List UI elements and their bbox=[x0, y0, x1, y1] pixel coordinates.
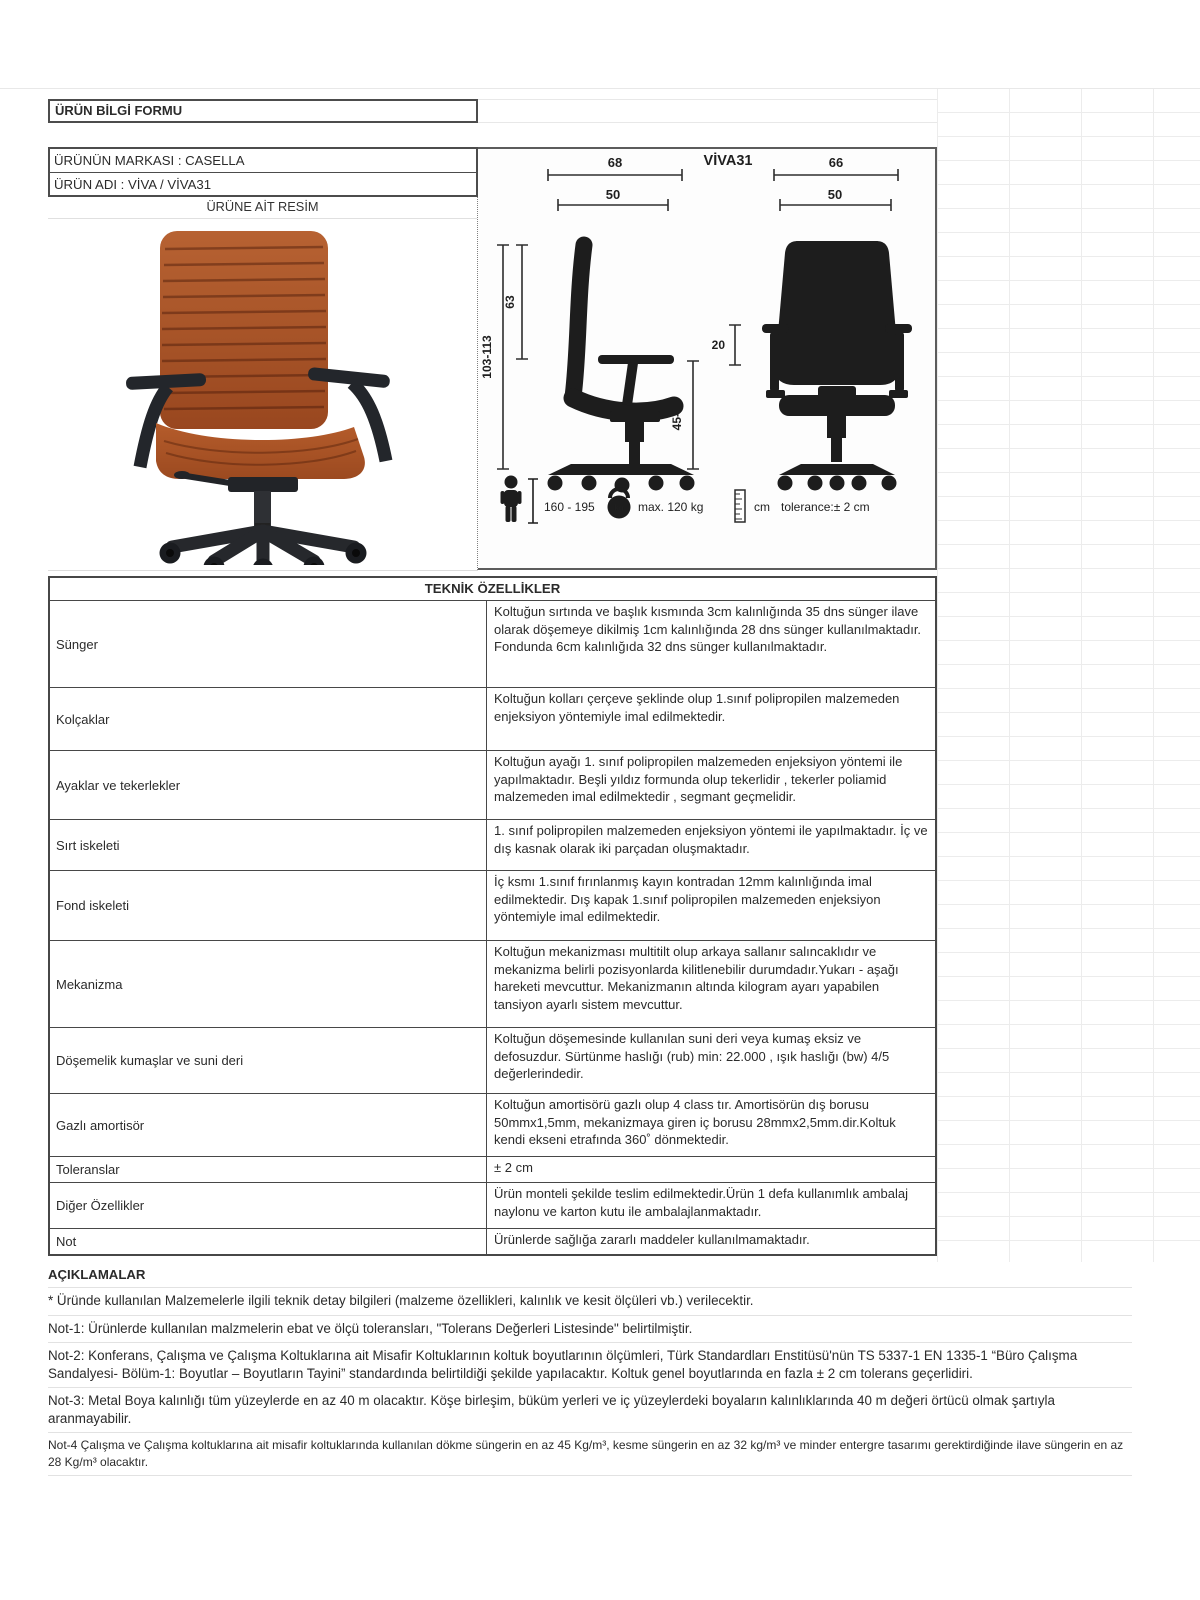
chair-seat bbox=[156, 423, 365, 479]
table-row bbox=[50, 940, 935, 1027]
table-row bbox=[50, 1228, 935, 1254]
grid-line bbox=[478, 99, 937, 100]
dimension-diagram-drawing bbox=[478, 149, 933, 568]
note-item: Not-3: Metal Boya kalınlığı tüm yüzeylerde en az 40 m olacaktır. Köşe birleşim, büküm yerleri ve iç yüzeylerdeki boyaların kalınlıklarında 40 m değeri örtücü olmak şartıyla aranmayabilir. bbox=[48, 1388, 1132, 1433]
grid-line bbox=[0, 88, 1200, 89]
side-view-silhouette bbox=[548, 245, 695, 493]
table-row bbox=[50, 819, 935, 870]
max-weight-label: max. 120 kg bbox=[638, 500, 704, 514]
table-row bbox=[50, 687, 935, 750]
spec-value: Ürün monteli şekilde teslim edilmektedir.Ürün 1 defa kullanımlık ambalaj naylonu ve karton kutu ile ambalajlanmaktadır. bbox=[494, 1186, 909, 1219]
product-name-line: ÜRÜN ADI : VİVA / VİVA31 bbox=[54, 177, 212, 192]
total-height-label: 103-113 bbox=[480, 335, 494, 379]
spec-label: Ayaklar ve tekerlekler bbox=[50, 751, 487, 819]
back-height-label: 63 bbox=[503, 295, 517, 309]
rear-view-silhouette bbox=[762, 241, 912, 491]
product-image-caption: ÜRÜNE AİT RESİM bbox=[48, 197, 477, 219]
weight-icon bbox=[608, 489, 631, 518]
spec-value: İç ksmı 1.sınıf fırınlanmış kayın kontradan 12mm kalınlığında imal edilmektedir. Dış kapak 1.sınıf polipropilen malzemeden enjeksiyon yöntemiyle imal edilmektedir. bbox=[494, 874, 881, 924]
table-row bbox=[50, 750, 935, 819]
chair-backrest bbox=[160, 231, 328, 429]
user-height-range: 160 - 195 bbox=[544, 500, 595, 514]
ruler-icon bbox=[735, 490, 745, 522]
spec-value: Koltuğun mekanizması multitilt olup arkaya sallanır salıncaklıdır ve mekanizma belirli pozisyonlarda kilitlenebilir durumdadır.Yukarı - aşağı hareketi mevcuttur. Mekanizmanın altında kilogram ayarı yapabilen tansiyon ayarlı sistem mevcuttur. bbox=[494, 944, 899, 1012]
spec-label: Sünger bbox=[50, 601, 487, 687]
spec-value: Koltuğun amortisörü gazlı olup 4 class tır. Amortisörün dış borusu 50mmx1,5mm, mekanizmaya giren iç borusu 28mmx2,5mm.dir.Koltuk kendi ekseni etrafında 360˚ dönmektedir. bbox=[494, 1097, 896, 1147]
spec-table bbox=[48, 576, 937, 1256]
table-row bbox=[50, 600, 935, 687]
table-row bbox=[50, 870, 935, 940]
spec-label: Sırt iskeleti bbox=[50, 820, 487, 870]
spec-label: Kolçaklar bbox=[50, 688, 487, 750]
note-item: * Üründe kullanılan Malzemelerle ilgili teknik detay bilgileri (malzeme özellikleri, kalınlık ve kesit ölçüleri vb.) verilecektir. bbox=[48, 1288, 1132, 1316]
brand-line: ÜRÜNÜN MARKASI : CASELLA bbox=[50, 149, 476, 173]
spec-value: Koltuğun kolları çerçeve şeklinde olup 1.sınıf polipropilen malzemeden enjeksiyon yöntemiyle imal edilmektedir. bbox=[494, 691, 900, 724]
table-row bbox=[50, 1182, 935, 1228]
note-item: Not-4 Çalışma ve Çalışma koltuklarına ait misafir koltuklarında kullanılan dökme süngerin en az 45 Kg/m³, kesme süngerin en az 32 kg/m³ ve minder entergre tasarımı gerektirdiğinde ilave süngerin en az 28 Kg/m³ olacaktır. bbox=[48, 1433, 1132, 1476]
table-row bbox=[50, 1027, 935, 1093]
table-row bbox=[50, 1156, 935, 1182]
unit-label: cm bbox=[754, 500, 770, 514]
office-chair-photo-illustration bbox=[68, 225, 458, 565]
table-row bbox=[50, 1093, 935, 1156]
side-back-width-label: 68 bbox=[607, 155, 623, 170]
product-identity-box bbox=[48, 147, 478, 197]
kg-badge: kg bbox=[614, 503, 624, 513]
spec-label: Fond iskeleti bbox=[50, 871, 487, 940]
rear-back-width-label: 66 bbox=[828, 155, 844, 170]
seat-height-label: 45-55 bbox=[670, 399, 684, 431]
spec-label: Gazlı amortisör bbox=[50, 1094, 487, 1156]
model-label: VİVA31 bbox=[703, 153, 753, 169]
chair-base bbox=[160, 471, 367, 565]
spec-label: Toleranslar bbox=[50, 1157, 487, 1182]
spec-value: ± 2 cm bbox=[494, 1160, 533, 1175]
spec-value: Koltuğun döşemesinde kullanılan suni deri veya kumaş eksiz ve defosuzdur. Sürtünme haslığı (rub) min: 22.000 , ışık haslığı (bw) 4/5 değerlerindedir. bbox=[494, 1031, 890, 1081]
spec-label: Döşemelik kumaşlar ve suni deri bbox=[50, 1028, 487, 1093]
dimension-diagram bbox=[478, 147, 937, 570]
notes-section bbox=[48, 1264, 1132, 1476]
tolerance-label: tolerance:± 2 cm bbox=[781, 500, 870, 514]
spec-value: Ürünlerde sağlığa zararlı maddeler kullanılmamaktadır. bbox=[494, 1232, 810, 1247]
note-item: Not-2: Konferans, Çalışma ve Çalışma Koltuklarına ait Misafir Koltuklarının koltuk boyutlarının ölçümleri, Türk Standardları Enstitüsü'nün TS 5337-1 EN 1335-1 “Büro Çalışma Sandalyesi- Bölüm-1: Boyutlar – Boyutların Tayini” standardında belirtildiği şekilde yapılacaktır. Koltuk genel boyutlarında en fazla ± 2 cm tolerans geçerlidiri. bbox=[48, 1343, 1132, 1388]
grid-line bbox=[48, 570, 478, 571]
spec-table-title: TEKNİK ÖZELLİKLER bbox=[424, 581, 561, 596]
product-photo bbox=[48, 219, 477, 570]
spec-value: Koltuğun ayağı 1. sınıf polipropilen malzemeden enjeksiyon yöntemi ile yapılmaktadır. Beşli yıldız formunda olup tekerlidir , tekerler poliamid malzemeden imal edilmektedir , segmant geçmelidir. bbox=[494, 754, 903, 804]
form-title: ÜRÜN BİLGİ FORMU bbox=[48, 99, 478, 123]
rear-seat-width-label: 50 bbox=[827, 187, 843, 202]
notes-title: AÇIKLAMALAR bbox=[48, 1264, 1132, 1288]
note-item: Not-1: Ürünlerde kullanılan malzmelerin ebat ve ölçü toleransları, "Tolerans Değerleri Listesinde" belirtilmiştir. bbox=[48, 1316, 1132, 1344]
person-height-icon bbox=[501, 476, 539, 524]
grid-line bbox=[478, 122, 937, 123]
spreadsheet-grid bbox=[937, 88, 1200, 1262]
side-seat-width-label: 50 bbox=[605, 187, 621, 202]
armrest-height-label: 20 bbox=[711, 338, 725, 352]
spec-label: Not bbox=[50, 1229, 487, 1254]
spec-value: Koltuğun sırtında ve başlık kısmında 3cm kalınlığında 35 dns sünger ilave olarak döşemeye dikilmiş 1cm kalınlığında 28 dns sünger kullanılmaktadır. Fondunda 6cm kalınlığıda 32 dns sünger kullanılmaktadır. bbox=[494, 604, 922, 654]
spec-value: 1. sınıf polipropilen malzemeden enjeksiyon yöntemi ile yapılmaktadır. İç ve dış kasnak olarak iki parçadan oluşmaktadır. bbox=[494, 823, 928, 856]
spec-label: Diğer Özellikler bbox=[50, 1183, 487, 1228]
spec-label: Mekanizma bbox=[50, 941, 487, 1027]
